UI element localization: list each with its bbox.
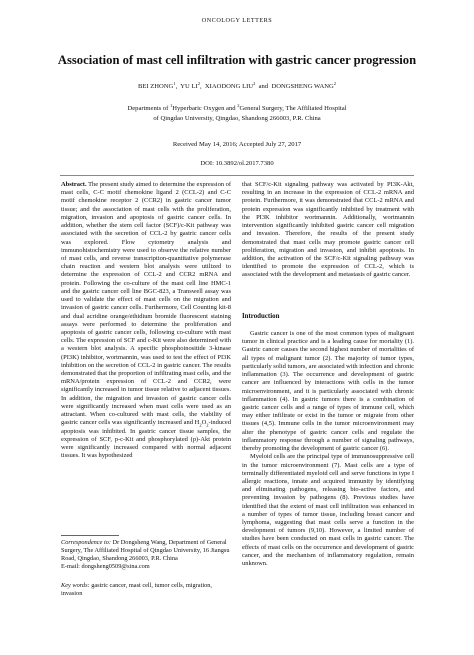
- author-affiliation-marker: 2: [333, 80, 337, 86]
- footnote-divider: [61, 535, 119, 536]
- correspondence-email: E-mail: dongsheng0509@sina.com: [61, 563, 150, 571]
- keywords-text: gastric cancer, mast cell, tumor cells, migration, invasion: [61, 582, 212, 598]
- article-title: Association of mast cell infiltration with gastric cancer progression: [57, 53, 417, 67]
- abstract-text: O: [201, 419, 207, 427]
- author-name: XIAODONG LIU: [204, 83, 254, 90]
- abstract-text: -induced apoptosis was inhibited. In gastric cancer tissue samples, the expression of SCF, p-c-Kit and phosphorylated (p)-Akt protein were significantly increased compared with normal adjacent tissues. It was hypothesized: [61, 419, 231, 460]
- journal-header: ONCOLOGY LETTERS: [201, 17, 273, 24]
- subscript: 2: [199, 422, 202, 428]
- abstract-text: The present study aimed to determine the expression of mast cells, C-C motif chemokine ligand 2 (CCL-2) and C-C motif chemokine receptor 2 (CCR2) in gastric cancer tumor tissue; and the association of mast cells with the proliferation, migration, invasion and apoptosis of gastric cancer cells. In addition, whether the stem cell factor (SCF)/c-Kit pathway was associated with the secretion of CCL-2 by gastric cancer cells was explored. Flow cytometry analysis and immunohistochemistry were used to observe the relative number of mast cells, and reverse transcription-quantitative polymerase chain reaction and western blot analysis were utilized to determine the expression of CCL-2 and CCR2 mRNA and protein. Following the co-culture of the mast cell line HMC-1 and the gastric cancer cell line BGC-823, a Transwell assay was used to validate the effect of mast cells on the migration and invasion of gastric cancer cells. Furthermore, Cell Counting kit-8 and dual acridine orange/ethidium bromide fluorescent staining assays were performed to determine the proliferation and apoptosis of gastric cancer cells, following co-culture with mast cells. The expression of SCF and c-Kit were also determined with a western blot analysis. A specific phosphoinositide 3-kinase (PI3K) inhibitor, wortmannin, was used to test the effect of PI3K inhibition on the secretion of CCL-2 in gastric cancer. The results demonstrated that the proportion of infiltrating mast cells, and the mRNA/protein expression of CCL-2 and CCR2, were significantly increased in tumor tissue relative to adjacent tissues. In addition, the migration and invasion of gastric cancer cells were significantly increased when mast cells were used as an attractant. When co-cultured with mast cells, the viability of gastric cancer cells was significantly increased and H: [61, 181, 232, 427]
- affiliation-marker: 1: [169, 102, 173, 108]
- correspondence-label: Correspondence to:: [61, 539, 111, 546]
- author-affiliation-marker: 1: [173, 80, 176, 86]
- author-affiliation-marker: 2: [253, 80, 256, 86]
- introduction-paragraph: Myeloid cells are the principal type of immunosuppressive cell in the tumor microenvironment (7). Mast cells are a type of terminally differentiated myeloid cell and serve functions in type I allergic reactions, innate and acquired immunity by identifying and eliminating pathogens, releasing bio-active factors, and preventing invasion by pathogens (8). Previous studies have identified that the extent of mast cell infiltration was enhanced in a number of types of tumor tissue, including breast cancer and lymphoma, suggesting that mast cells serve a function in the development of tumors (9,10). However, a limited number of studies have been conducted on mast cells in gastric cancer. The effects of mast cells on the occurrence and development of gastric cancer, and the mechanism of inflammatory regulation, remain unknown.: [242, 453, 414, 568]
- affiliation: [40, 104, 434, 123]
- author-name: BEI ZHONG: [137, 83, 174, 90]
- affiliation-marker: 2: [237, 102, 240, 108]
- author-name: YU LI: [180, 83, 198, 90]
- header-divider: [60, 175, 414, 176]
- affiliation-address: of Qingdao University, Qingdao, Shandong 266003, P.R. China: [153, 114, 321, 122]
- author-affiliation-marker: 2: [197, 80, 200, 86]
- affiliation-dept: Hyperbaric Oxygen and: [172, 105, 238, 112]
- abstract-column: [61, 181, 231, 460]
- introduction-body: [242, 330, 414, 568]
- keywords-label: Key words:: [61, 582, 90, 589]
- received-dates: Received May 14, 2016; Accepted July 27, 2017: [172, 141, 302, 148]
- section-heading-introduction: Introduction: [242, 313, 280, 320]
- abstract-continued-text: that SCF/c-Kit signaling pathway was activated by PI3K-Akt, resulting in an increase in the expression of CCL-2 mRNA and protein. Furthermore, it was demonstrated that CCL-2 mRNA and protein expression was significantly inhibited by treatment with the PI3K inhibitor wortmannin. Additionally, wortmannin intervention significantly inhibited gastric cancer cell migration and invasion. Therefore, the results of the present study demonstrated that mast cells may promote gastric cancer cell proliferation, migration and invasion, and inhibit apoptosis. In addition, the activation of the SCF/c-Kit signaling pathway was identified to promote the expression of CCL-2, which is associated with the development and metastasis of gastric cancer.: [242, 181, 414, 279]
- keywords: [61, 582, 231, 598]
- doi: DOI: 10.3892/ol.2017.7380: [200, 160, 274, 167]
- introduction-paragraph: Gastric cancer is one of the most common types of malignant tumor in clinical practice and is a leading cause for mortality (1). Gastric cancer causes the second highest number of mortalities of all types of malignant tumor (2). The majority of tumor types, particularly solid tumors, are associated with infection and chronic inflammation (3). The occurrence and development of gastric cancer are influenced by interactions with cells in the tumor microenvironment, and it is particularly associated with chronic inflammation (4). In gastric tumors there is a combination of gastric cancer cells and a range of types of immune cell, which may either infiltrate or exist in the tumor or migrate from other tissues (4,5). Immune cells in the tumor microenvironment may alter the phenotype of gastric cancer cells and regulate the inflammatory response through a number of signaling pathways, thereby promoting the development of gastric cancer (6).: [242, 330, 414, 453]
- abstract-label: Abstract.: [61, 181, 87, 188]
- subscript: 2: [206, 422, 209, 428]
- author-name: DONGSHENG WANG: [271, 83, 334, 90]
- abstract-continued: [242, 181, 414, 280]
- author-list: BEI ZHONG$^1$, YU $LI^2$, XIAODONG LIU$^2$ and DONGSHENG WANG$^2$: [137, 80, 337, 90]
- affiliation-prefix: Departments of: [127, 105, 170, 112]
- affiliation-dept: General Surgery, The Affiliated Hospital: [239, 105, 347, 112]
- correspondence-note: [61, 539, 231, 571]
- correspondence-text: Dr Dongsheng Wang, Department of General Surgery, The Affiliated Hospital of Qingdao University, 16 Jiangsu Road, Qingdao, Shandong 266003, P.R. China: [61, 539, 230, 563]
